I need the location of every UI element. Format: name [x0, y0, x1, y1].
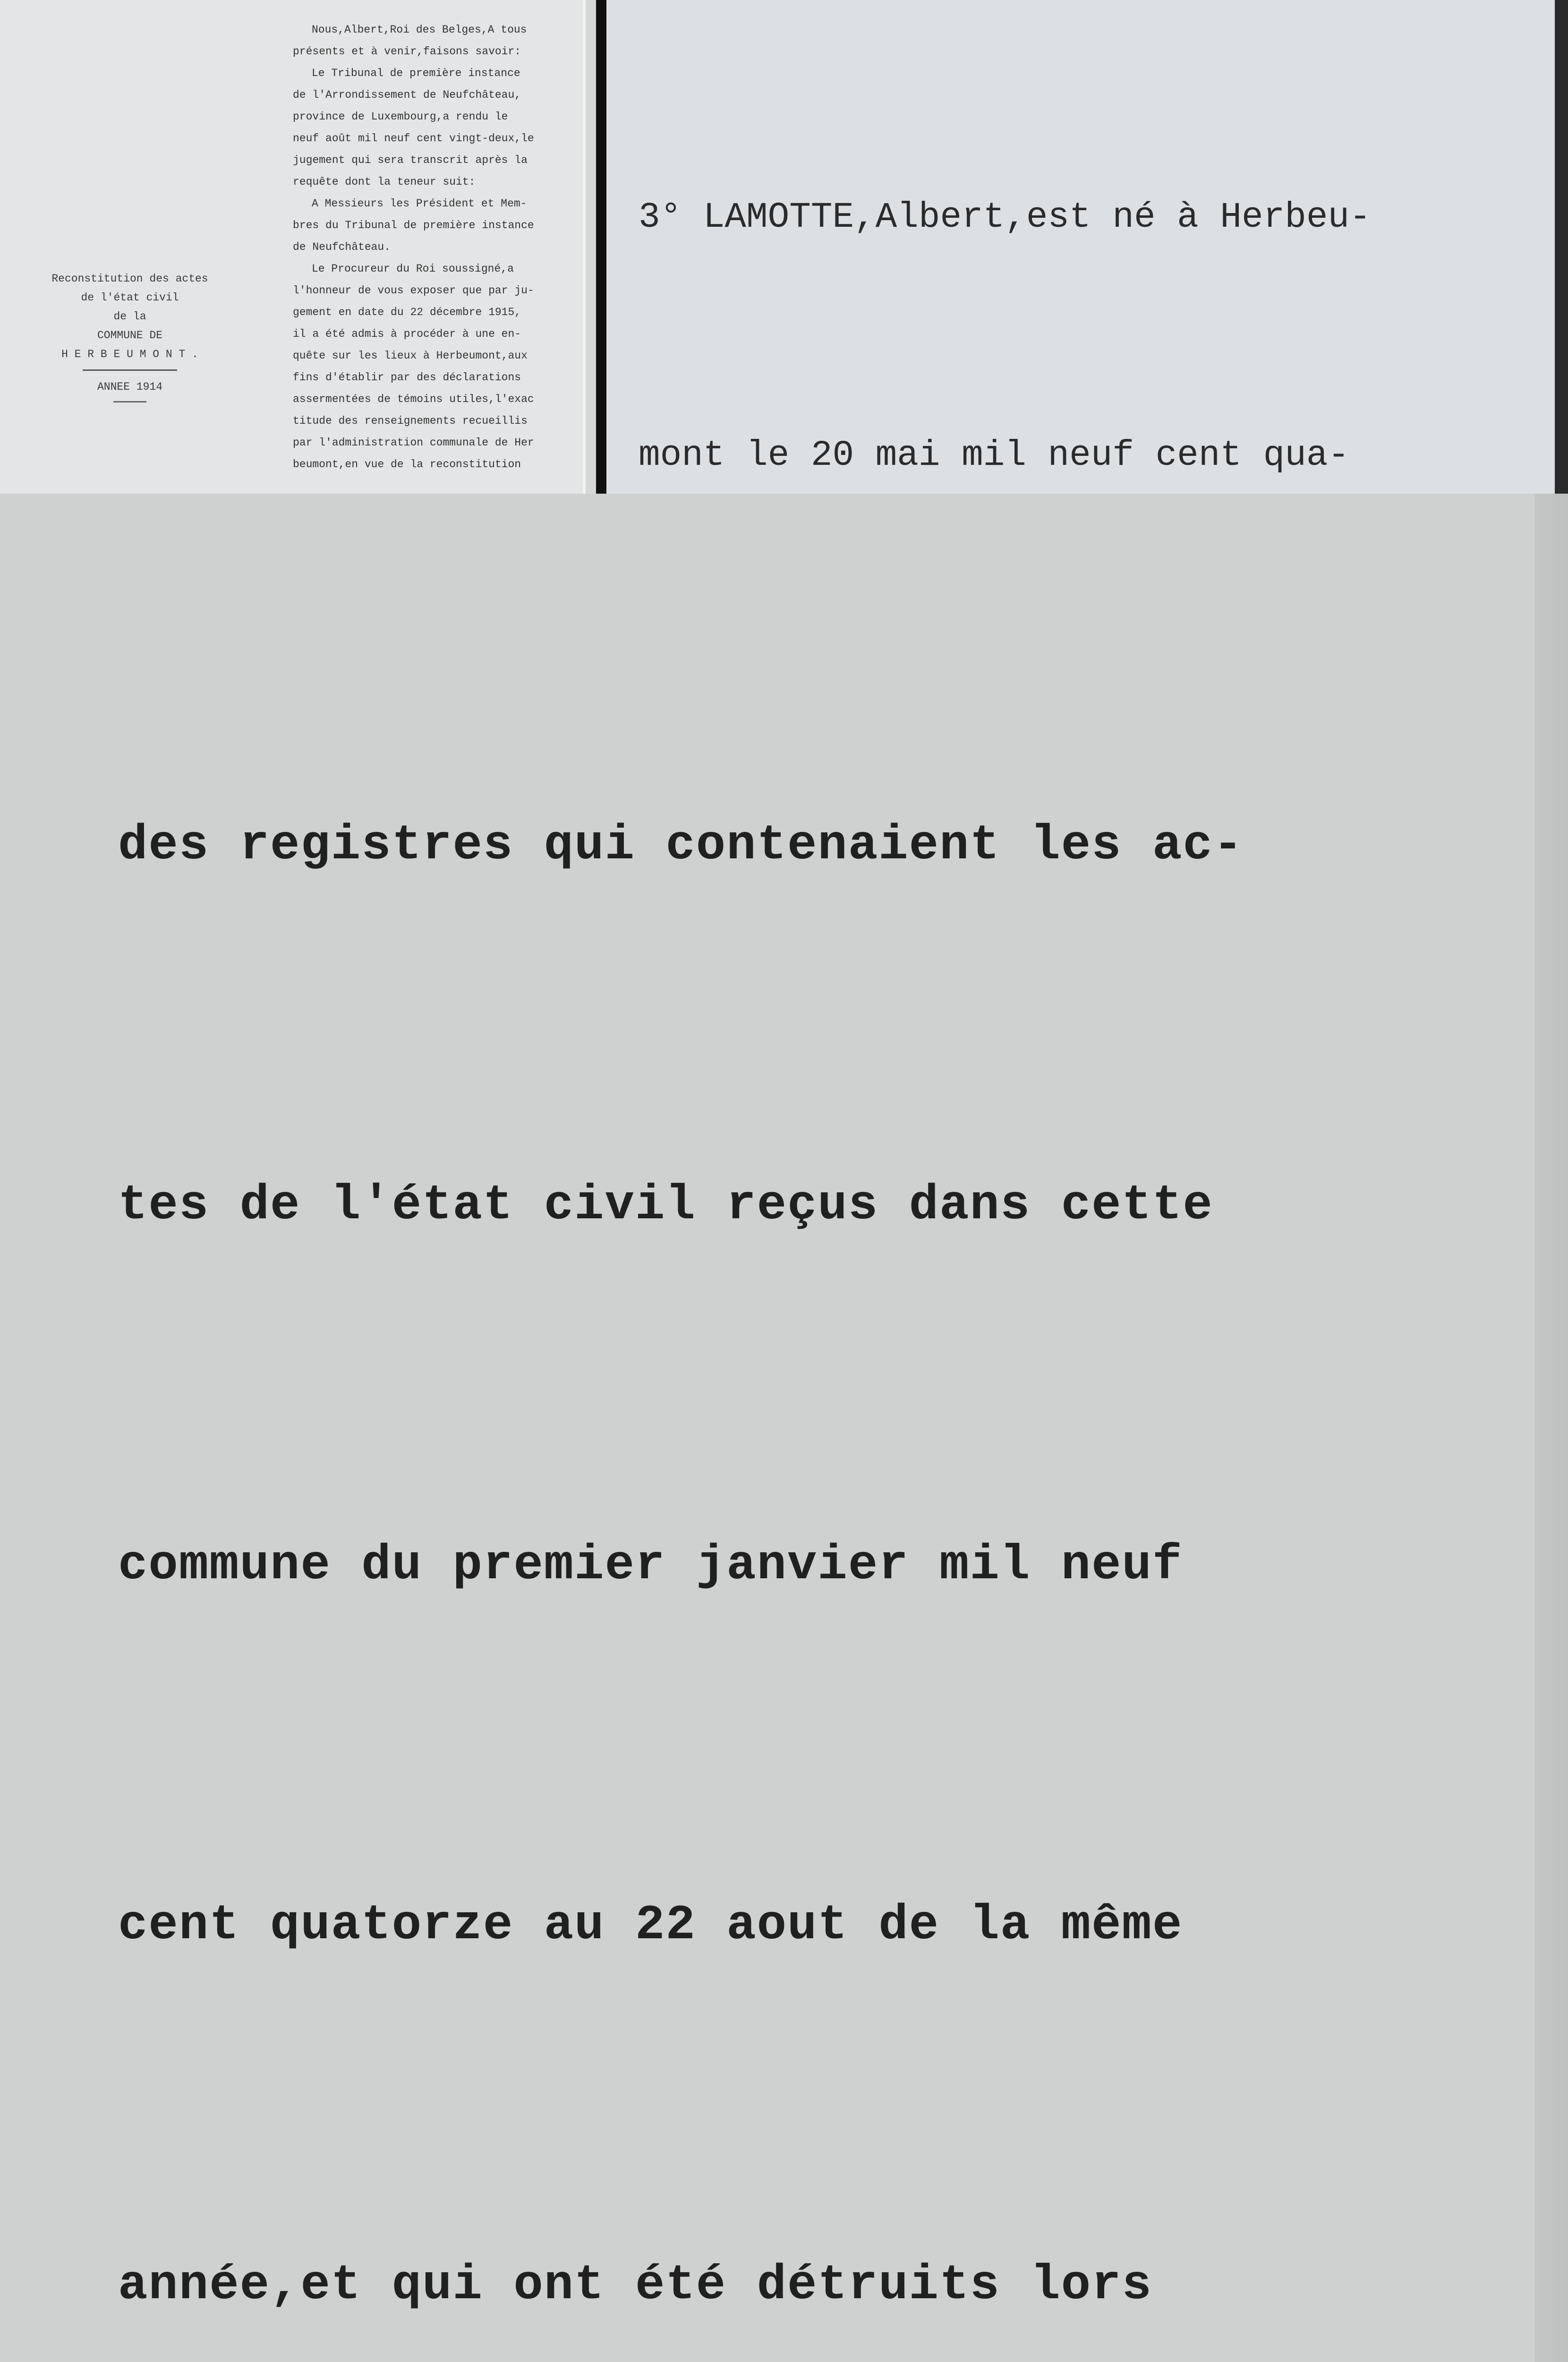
text-line: A Messieurs les Président et Mem-: [312, 197, 527, 210]
text-line: quête sur les lieux à Herbeumont,aux: [293, 350, 528, 362]
text-line: de l'Arrondissement de Neufchâteau,: [293, 89, 521, 101]
text-line: Le Tribunal de première instance: [312, 67, 520, 79]
divider: [83, 369, 177, 371]
text-line: commune du premier janvier mil neuf: [118, 1538, 1183, 1593]
text-line: il a été admis à procéder à une en-: [293, 328, 521, 340]
text-line: Nous,Albert,Roi des Belges,A tous: [312, 24, 527, 36]
main-page: [0, 494, 1568, 2362]
text-line: neuf août mil neuf cent vingt-deux,le: [293, 132, 534, 145]
divider: [113, 401, 146, 402]
text-line: titude des renseignements recueillis: [293, 415, 528, 427]
text-line: des registres qui contenaient les ac-: [118, 818, 1244, 873]
text-line: jugement qui sera transcrit après la: [293, 154, 528, 166]
margin-note-line: H E R B E U M O N T .: [61, 348, 198, 360]
year-label: ANNEE 1914: [97, 381, 163, 393]
text-line: beumont,en vue de la reconstitution: [293, 458, 521, 471]
text-line: bres du Tribunal de première instance: [293, 219, 534, 231]
text-line: Le Procureur du Roi soussigné,a: [312, 263, 514, 275]
text-line: tes de l'état civil reçus dans cette: [118, 1178, 1213, 1233]
text-line: requête dont la teneur suit:: [293, 176, 476, 188]
text-line: de Neufchâteau.: [293, 241, 391, 253]
text-line: l'honneur de vous exposer que par ju-: [293, 284, 534, 297]
text-line: gement en date du 22 décembre 1915,: [293, 306, 521, 318]
text-line: fins d'établir par des déclarations: [293, 371, 521, 384]
text-line: par l'administration communale de Her: [293, 436, 534, 449]
main-text: [118, 546, 1274, 2362]
top-left-page: [0, 0, 586, 494]
margin-note-line: de l'état civil: [81, 291, 179, 304]
text-line: province de Luxembourg,a rendu le: [293, 111, 508, 123]
top-right-page: [596, 0, 1568, 494]
text-line: présents et à venir,faisons savoir:: [293, 45, 521, 58]
text-line: mont le 20 mai mil neuf cent qua-: [639, 435, 1350, 476]
margin-note-line: de la: [113, 310, 146, 323]
text-line: 3° LAMOTTE,Albert,est né à Herbeu-: [639, 197, 1371, 238]
margin-note-line: Reconstitution des actes: [51, 273, 208, 285]
margin-note: [28, 269, 231, 402]
judgment-text: [293, 19, 571, 475]
text-line: cent quatorze au 22 aout de la même: [118, 1898, 1183, 1953]
text-line: assermentées de témoins utiles,l'exac: [293, 393, 534, 405]
margin-note-line: COMMUNE DE: [97, 329, 163, 342]
text-line: année,et qui ont été détruits lors: [118, 2258, 1152, 2313]
